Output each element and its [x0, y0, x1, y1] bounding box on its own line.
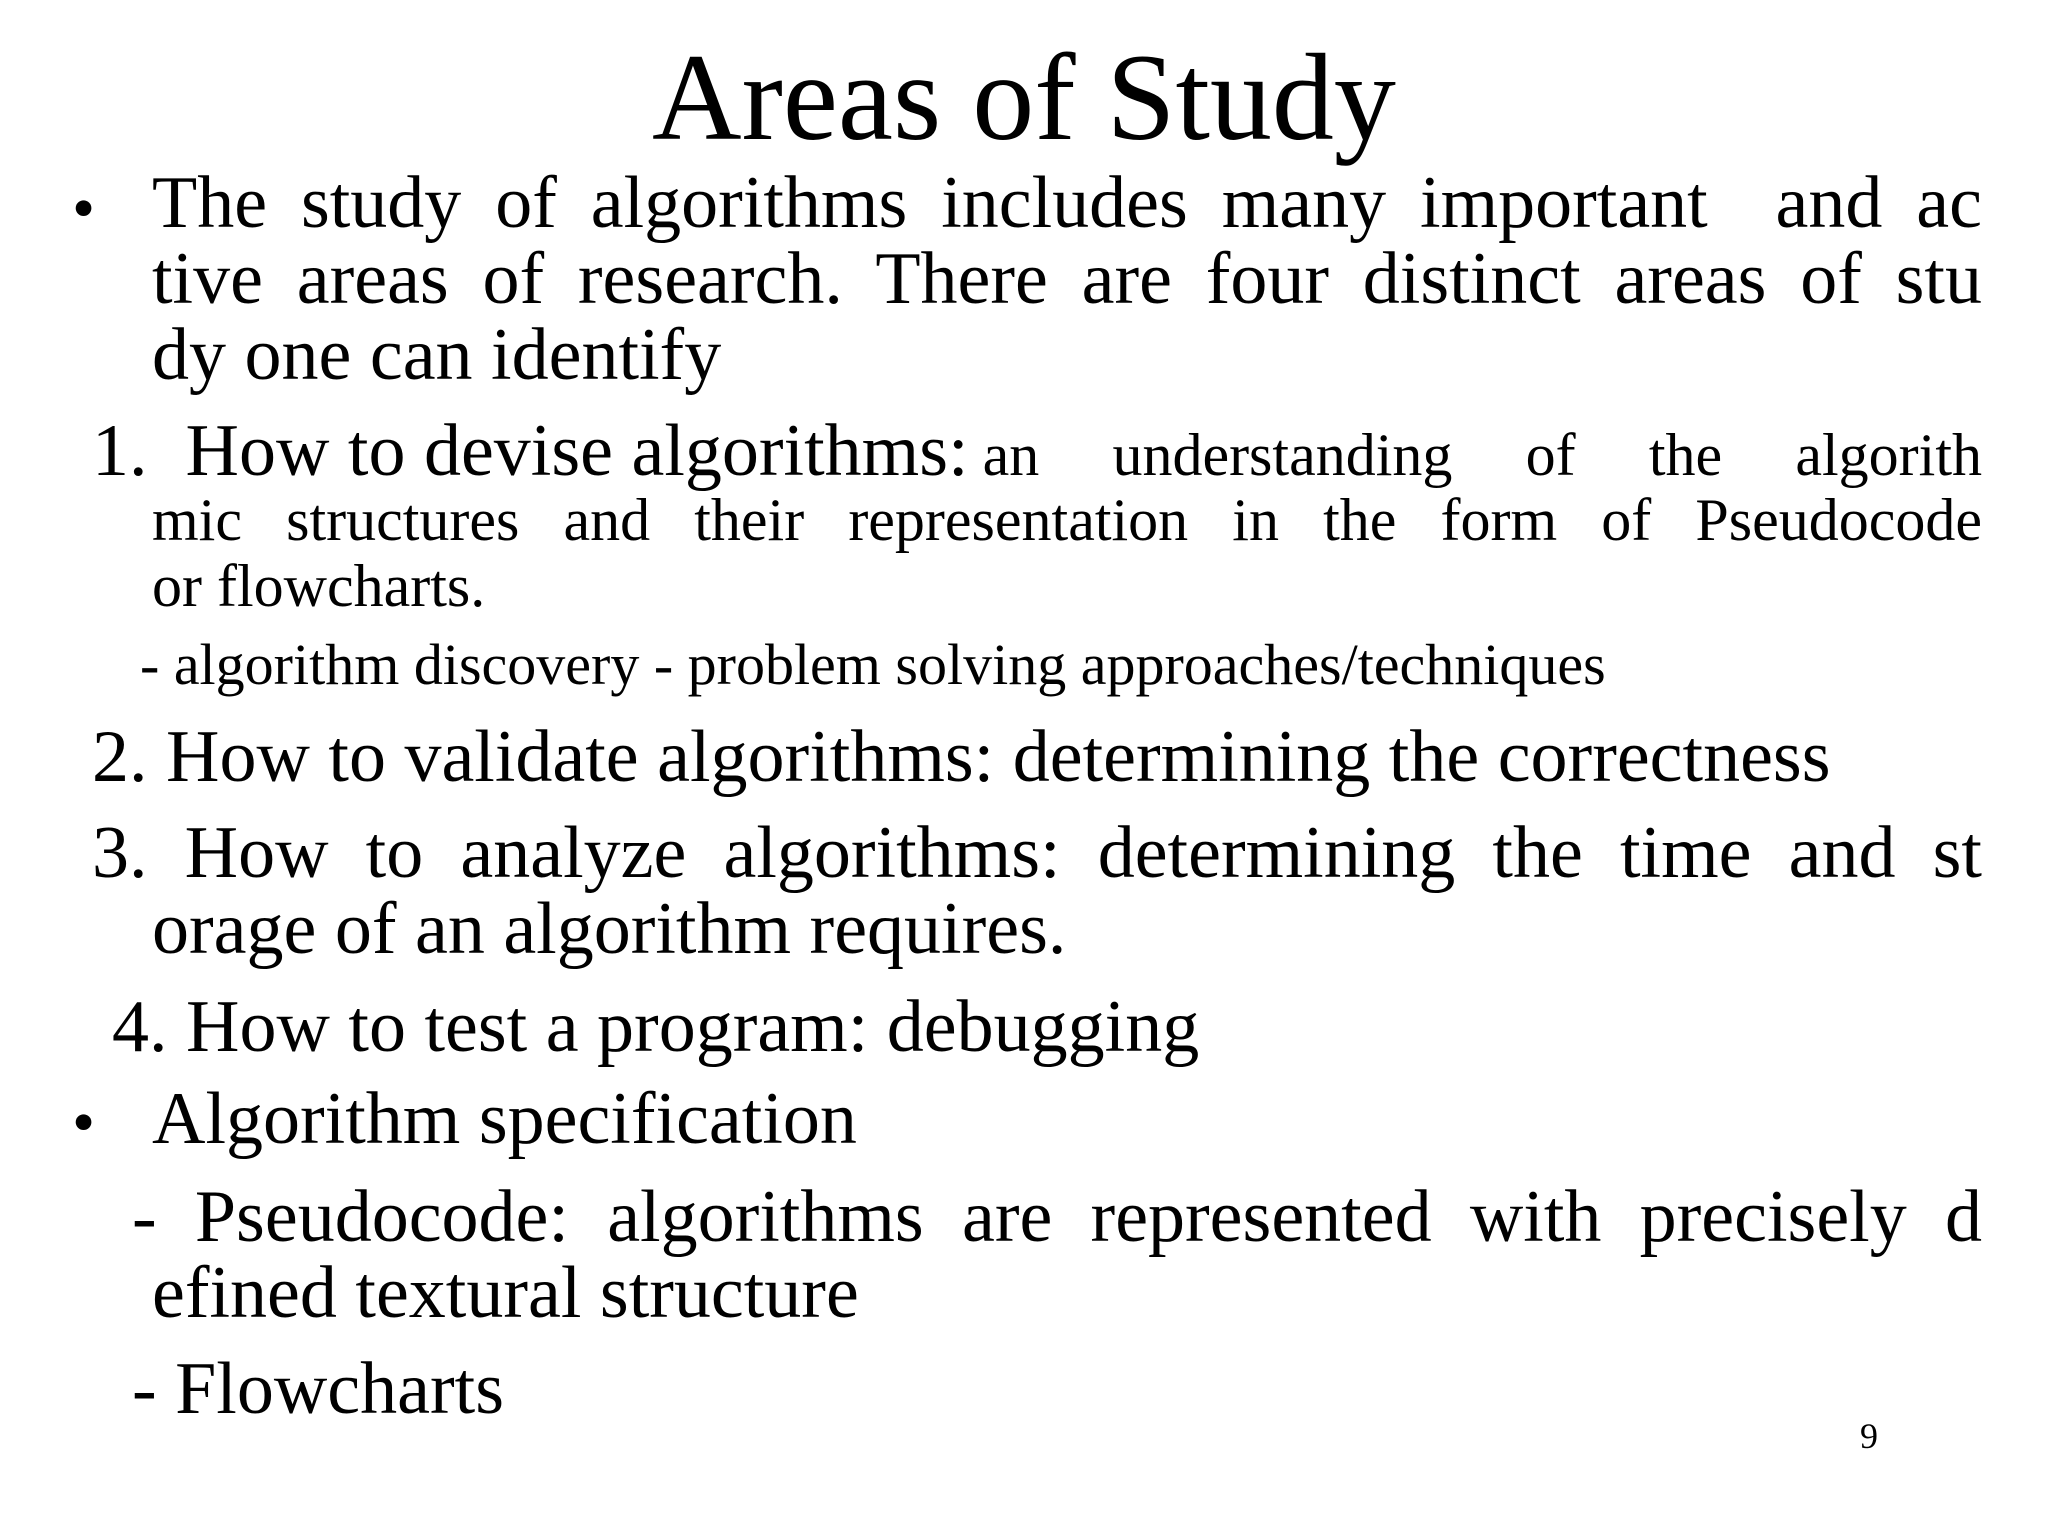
- bullet2-sub2: - Flowcharts: [132, 1348, 504, 1430]
- slide-title: Areas of Study: [652, 29, 1396, 166]
- bullet1-line1: The study of algorithms includes many important and ac: [152, 162, 1982, 244]
- item1-line2: mic structures and their representation in the form of Pseudocode: [152, 487, 1982, 553]
- bullet2-label: Algorithm specification: [152, 1078, 857, 1160]
- item1-sub: - algorithm discovery - problem solving approaches/techniques: [140, 632, 1606, 697]
- item1-line1: [92, 410, 1982, 492]
- item4: 4. How to test a program: debugging: [112, 986, 1200, 1068]
- page-number: 9: [1860, 1416, 1878, 1456]
- bullet1-line2: tive areas of research. There are four distinct areas of stu: [152, 238, 1982, 320]
- bullet-icon: •: [72, 172, 96, 245]
- bullet2-sub1-line1: - Pseudocode: algorithms are represented with precisely d: [132, 1176, 1982, 1258]
- bullet1-line3: dy one can identify: [152, 314, 722, 396]
- bullet-icon: •: [72, 1086, 96, 1159]
- item2: 2. How to validate algorithms: determining the correctness: [92, 716, 1831, 798]
- bullet2-sub1-line2: efined textural structure: [152, 1252, 859, 1334]
- item1-line3: or flowcharts.: [152, 553, 486, 619]
- item1-number: 1.: [92, 410, 148, 492]
- item1-text-line1: an understanding of the algorith: [982, 422, 1982, 488]
- item1-heading: How to devise algorithms:: [185, 410, 969, 492]
- item3-line2: orage of an algorithm requires.: [152, 888, 1067, 970]
- item3-line1: 3. How to analyze algorithms: determining the time and st: [92, 812, 1982, 894]
